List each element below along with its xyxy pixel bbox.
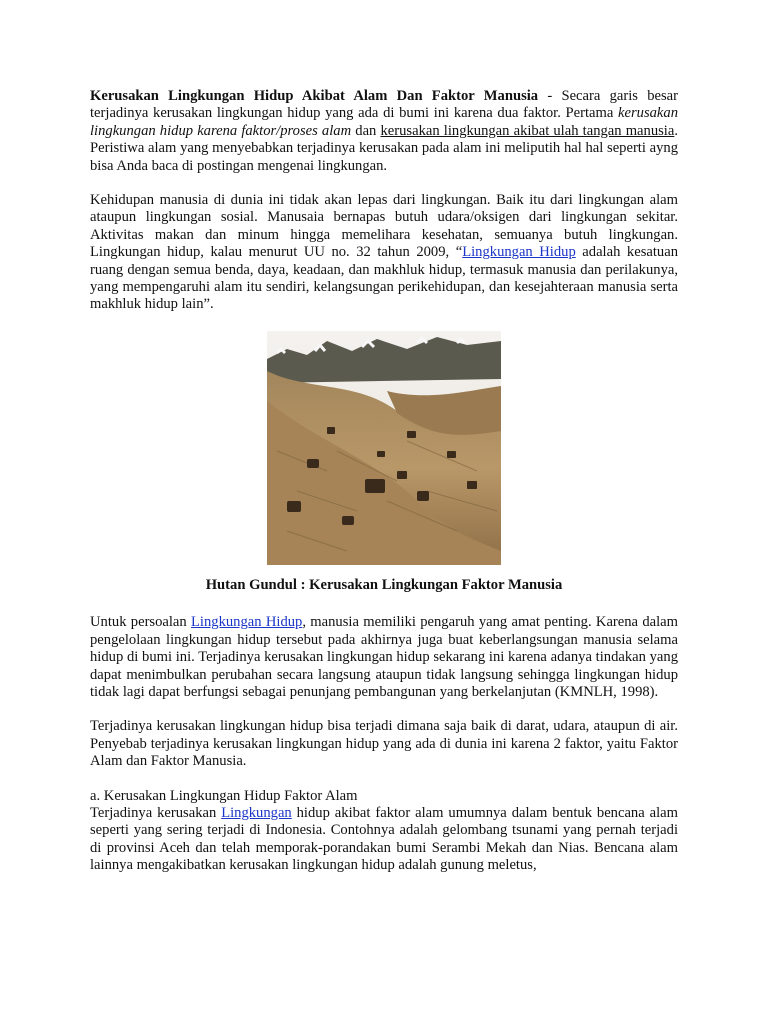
- intro-underlined-text: kerusakan lingkungan akibat ulah tangan manusia: [380, 122, 675, 139]
- paragraph-definition: [90, 192, 678, 314]
- image-caption: Hutan Gundul : Kerusakan Lingkungan Faktor Manusia: [205, 576, 563, 593]
- deforested-hillside-image: [267, 331, 501, 565]
- intro-text-2: dan: [351, 122, 381, 139]
- intro-text-3: . Peristiwa alam yang menyebabkan terjadinya kerusakan pada alam ini meliputih hal hal seperti ayng bisa Anda baca di postingan mengenai lingkungan.: [90, 122, 678, 174]
- natural-factor-text: Terjadinya kerusakan: [90, 804, 222, 821]
- intro-paragraph: [90, 88, 678, 175]
- lingkungan-hidup-link[interactable]: Lingkungan Hidup: [462, 244, 576, 261]
- figure: [90, 331, 678, 565]
- lingkungan-hidup-link-2[interactable]: Lingkungan Hidup: [191, 614, 303, 631]
- intro-italic-text: kerusakan lingkungan hidup karena faktor/proses alam: [90, 105, 678, 139]
- article-body: [90, 88, 678, 892]
- human-role-text: Untuk persoalan: [90, 614, 192, 631]
- paragraph-human-role: [90, 614, 678, 701]
- paragraph-natural-factor: [90, 805, 678, 875]
- human-role-text-2: , manusia memiliki pengaruh yang amat penting. Karena dalam pengelolaan lingkungan hidup tersebut pada akhirnya juga buat keberlangsungan manusia selama hidup di bumi ini. Terjadinya kerusakan lingkungan hidup sekarang ini karena adanya tindakan yang dapat menimbulkan perubahan secara langsung ataupun tidak langsung sehingga lingkungan hidup tidak lagi dapat berfungsi sebagai penunjang pembangunan yang berkelanjutan (KMNLH, 1998).: [90, 614, 678, 700]
- definition-text-2: adalah kesatuan ruang dengan semua benda, daya, keadaan, dan makhluk hidup, termasuk manusia dan perilakunya, yang mempengaruhi alam itu sendiri, kelangsungan perikehidupan, dan kesejahteraan manusia serta makhluk hidup lain”.: [90, 244, 678, 313]
- natural-factor-text-2: hidup akibat faktor alam umumnya dalam bentuk bencana alam seperti yang sering terjadi di Indonesia. Contohnya adalah gelombang tsunami yang pernah terjadi di provinsi Aceh dan telah memporak-porandakan bumi Serambi Mekah dan Nias. Bencana alam lainnya mengakibatkan kerusakan lingkungan hidup adalah gunung meletus,: [90, 804, 678, 874]
- article-title: Kerusakan Lingkungan Hidup Akibat Alam Dan Faktor Manusia: [90, 88, 539, 104]
- lingkungan-link[interactable]: Lingkungan: [221, 804, 292, 821]
- subheading-natural-factor: a. Kerusakan Lingkungan Hidup Faktor Alam: [90, 787, 358, 804]
- paragraph-causes: Terjadinya kerusakan lingkungan hidup bisa terjadi dimana saja baik di darat, udara, ataupun di air. Penyebab terjadinya kerusakan lingkungan hidup yang ada di dunia ini karena 2 faktor, yaitu Faktor Alam dan Faktor Manusia.: [90, 718, 678, 770]
- definition-text: Kehidupan manusia di dunia ini tidak akan lepas dari lingkungan. Baik itu dari lingkungan alam ataupun lingkungan sosial. Manusaia bernapas butuh udara/oksigen dari lingkungan sekitar. Aktivitas makan dan minum hingga memelihara kesehatan, semuanya butuh lingkungan. Lingkungan hidup, kalau menurut UU no. 32 tahun 2009, “: [90, 192, 678, 261]
- intro-text: - Secara garis besar terjadinya kerusakan lingkungan hidup yang ada di bumi ini karena dua faktor. Pertama: [90, 88, 678, 122]
